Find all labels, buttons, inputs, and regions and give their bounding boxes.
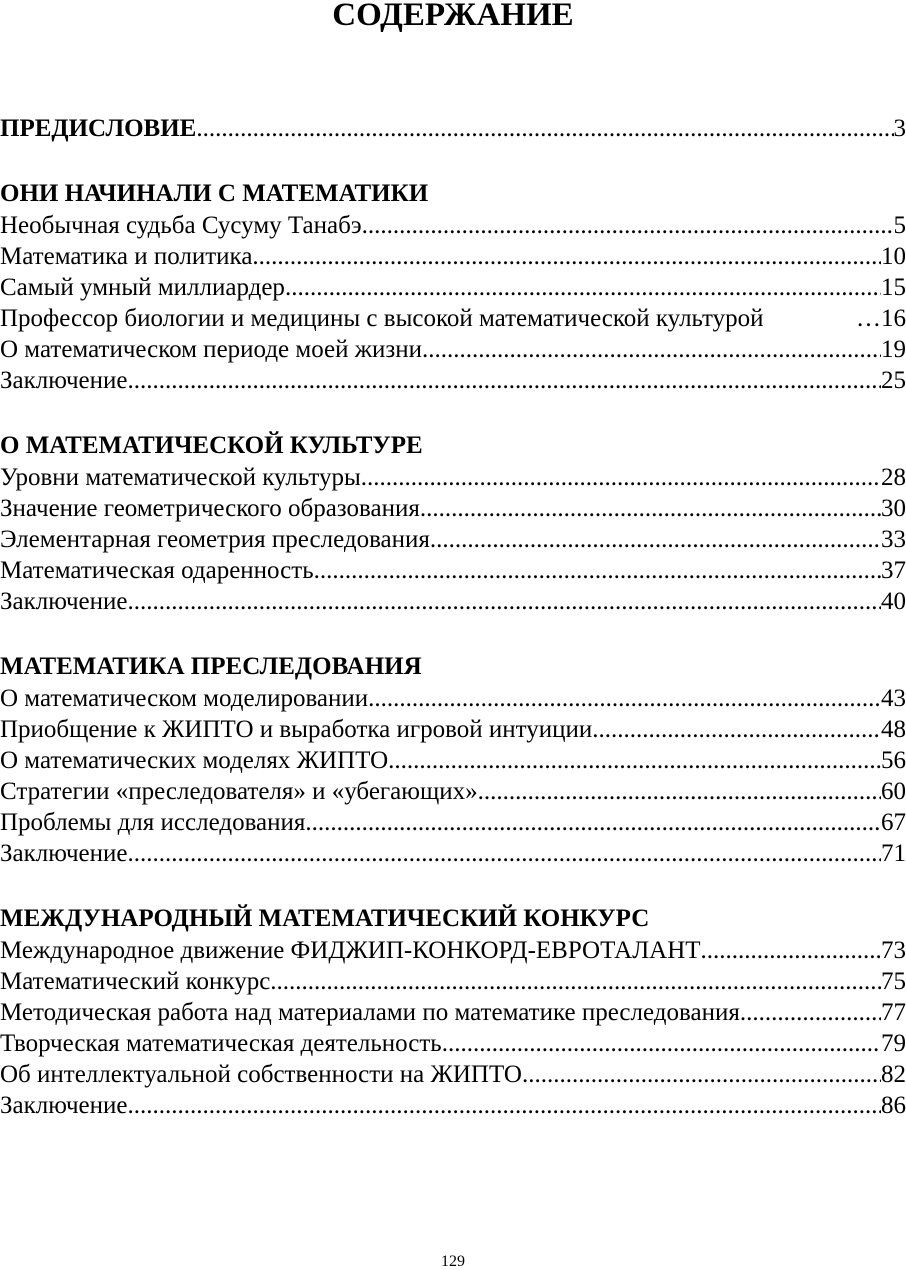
toc-entry-page: 25 xyxy=(881,367,906,394)
toc-entry-page: 40 xyxy=(881,588,906,615)
section-heading: ОНИ НАЧИНАЛИ С МАТЕМАТИКИ xyxy=(0,180,429,207)
toc-entry[interactable] xyxy=(0,714,906,745)
table-of-contents xyxy=(0,113,906,1155)
toc-entry[interactable] xyxy=(0,776,906,807)
dot-leader xyxy=(701,935,881,966)
toc-section xyxy=(0,178,906,396)
toc-entry[interactable] xyxy=(0,586,906,617)
dot-leader xyxy=(422,334,881,365)
toc-section xyxy=(0,113,906,144)
toc-entry-page: 60 xyxy=(881,778,906,805)
toc-entry-page: 10 xyxy=(881,243,906,270)
toc-entry-page: 16 xyxy=(881,305,906,332)
toc-entry-page: 77 xyxy=(881,999,906,1026)
toc-entry-title: Значение геометрического образования xyxy=(0,495,420,522)
toc-entry-title: Заключение xyxy=(0,367,128,394)
toc-entry[interactable] xyxy=(0,1090,906,1121)
dot-leader xyxy=(128,586,882,617)
dot-leader xyxy=(478,776,881,807)
dot-leader xyxy=(361,462,881,493)
dot-leader xyxy=(368,683,881,714)
toc-entry[interactable] xyxy=(0,241,906,272)
toc-entry-title: Международное движение ФИДЖИП-КОНКОРД-ЕВРОТАЛАНТ xyxy=(0,937,701,964)
toc-entry-page: 28 xyxy=(881,464,906,491)
dot-leader xyxy=(285,272,881,303)
toc-entry-page: 5 xyxy=(893,212,906,239)
dot-leader xyxy=(592,714,881,745)
toc-entry-page: 79 xyxy=(881,1030,906,1057)
toc-entry-title: Творческая математическая деятельность xyxy=(0,1030,442,1057)
dot-leader xyxy=(420,493,881,524)
toc-entry[interactable] xyxy=(0,1028,906,1059)
toc-entry-page: 67 xyxy=(881,809,906,836)
toc-entry-title: Математическая одаренность xyxy=(0,557,314,584)
toc-entry-title: Проблемы для исследования xyxy=(0,809,306,836)
toc-entry-title: Заключение xyxy=(0,1092,128,1119)
toc-entry[interactable] xyxy=(0,365,906,396)
toc-entry-page: 15 xyxy=(881,274,906,301)
toc-entry-page: 86 xyxy=(881,1092,906,1119)
toc-entry[interactable] xyxy=(0,524,906,555)
toc-entry-page: 19 xyxy=(881,336,906,363)
toc-entry-page: 73 xyxy=(881,937,906,964)
toc-entry-title: Элементарная геометрия преследования xyxy=(0,526,430,553)
toc-entry-title: Об интеллектуальной собственности на ЖИПТО xyxy=(0,1061,522,1088)
dot-leader xyxy=(128,838,882,869)
toc-entry[interactable] xyxy=(0,807,906,838)
dot-leader xyxy=(252,241,881,272)
toc-entry-title: Самый умный миллиардер xyxy=(0,274,285,301)
dot-leader xyxy=(430,524,881,555)
toc-entry-title: Стратегии «преследователя» и «убегающих» xyxy=(0,778,478,805)
toc-section xyxy=(0,903,906,1121)
toc-entry-page: 33 xyxy=(881,526,906,553)
toc-entry-title: О математическом периоде моей жизни xyxy=(0,336,423,363)
toc-section xyxy=(0,651,906,869)
toc-entry-page: 37 xyxy=(881,557,906,584)
page-title: СОДЕРЖАНИЕ xyxy=(332,0,574,33)
section-heading: О МАТЕМАТИЧЕСКОЙ КУЛЬТУРЕ xyxy=(0,432,423,459)
toc-entry[interactable] xyxy=(0,966,906,997)
toc-entry-title: Уровни математической культуры xyxy=(0,464,361,491)
toc-entry-title: О математическом моделировании xyxy=(0,685,369,712)
toc-entry[interactable] xyxy=(0,745,906,776)
dot-leader xyxy=(442,1028,881,1059)
dot-leader xyxy=(362,210,894,241)
toc-entry-title: О математических моделях ЖИПТО xyxy=(0,747,389,774)
dot-leader xyxy=(522,1059,881,1090)
toc-entry-title: Заключение xyxy=(0,588,128,615)
toc-entry[interactable] xyxy=(0,334,906,365)
toc-entry[interactable] xyxy=(0,555,906,586)
dot-leader xyxy=(388,745,881,776)
toc-entry[interactable] xyxy=(0,272,906,303)
toc-entry-title: Математика и политика xyxy=(0,243,253,270)
dot-leader xyxy=(128,365,882,396)
toc-entry-page: 30 xyxy=(881,495,906,522)
toc-entry[interactable] xyxy=(0,935,906,966)
toc-entry-title: Заключение xyxy=(0,840,128,867)
dot-leader xyxy=(128,1090,882,1121)
toc-entry-page: 56 xyxy=(881,747,906,774)
dot-leader xyxy=(196,113,893,144)
toc-entry-title: Профессор биологии и медицины с высокой математической культурой xyxy=(0,305,764,332)
toc-entry[interactable] xyxy=(0,210,906,241)
section-heading: МАТЕМАТИКА ПРЕСЛЕДОВАНИЯ xyxy=(0,653,422,680)
toc-entry[interactable] xyxy=(0,493,906,524)
toc-entry-title: Математический конкурс xyxy=(0,968,271,995)
toc-entry[interactable] xyxy=(0,303,906,334)
dot-leader xyxy=(314,555,881,586)
toc-entry[interactable] xyxy=(0,1059,906,1090)
toc-entry[interactable] xyxy=(0,997,906,1028)
toc-entry-title: ПРЕДИСЛОВИЕ xyxy=(0,115,197,142)
toc-entry-page: 75 xyxy=(881,968,906,995)
dot-leader xyxy=(856,303,881,334)
toc-entry-title: Необычная судьба Сусуму Танабэ xyxy=(0,212,362,239)
toc-entry[interactable] xyxy=(0,683,906,714)
dot-leader xyxy=(740,997,881,1028)
dot-leader xyxy=(305,807,881,838)
toc-entry-page: 48 xyxy=(881,716,906,743)
page-number: 129 xyxy=(441,1253,465,1270)
section-heading: МЕЖДУНАРОДНЫЙ МАТЕМАТИЧЕСКИЙ КОНКУРС xyxy=(0,905,650,932)
toc-entry-page: 3 xyxy=(893,115,906,142)
toc-entry-page: 71 xyxy=(881,840,906,867)
toc-section xyxy=(0,430,906,617)
toc-entry-page: 43 xyxy=(881,685,906,712)
toc-entry[interactable] xyxy=(0,113,906,144)
toc-entry-title: Приобщение к ЖИПТО и выработка игровой интуиции xyxy=(0,716,593,743)
toc-entry[interactable] xyxy=(0,838,906,869)
dot-leader xyxy=(270,966,881,997)
toc-entry-page: 82 xyxy=(881,1061,906,1088)
toc-entry[interactable] xyxy=(0,462,906,493)
toc-entry-title: Методическая работа над материалами по математике преследования xyxy=(0,999,740,1026)
